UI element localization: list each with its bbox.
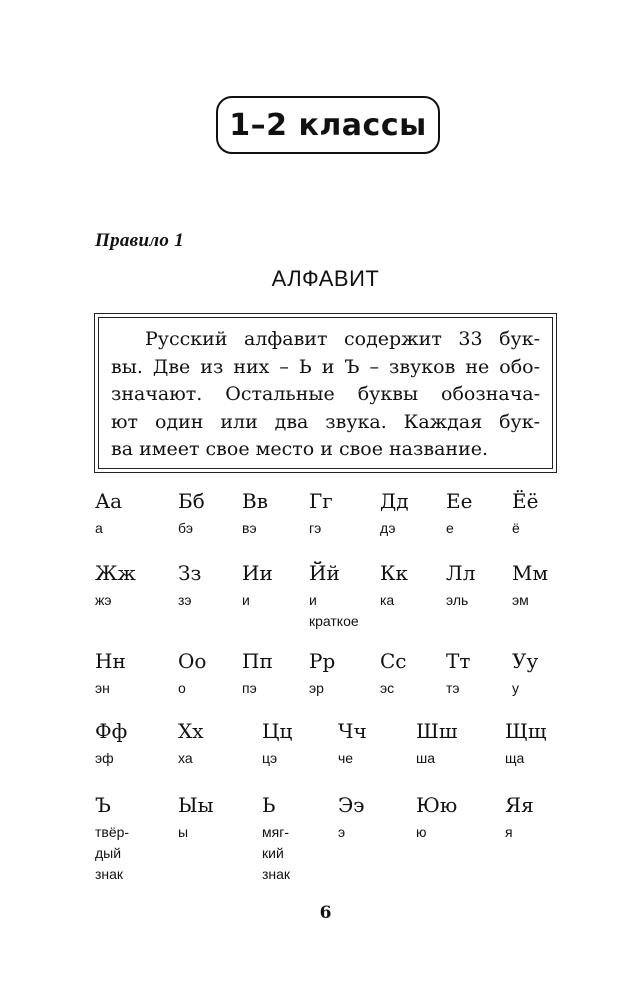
rule-line: ют один или два звука. Каждая бук- xyxy=(111,410,540,433)
alphabet-letter-name: эм xyxy=(512,592,529,608)
alphabet-letter: Аа xyxy=(95,489,123,513)
alphabet-letter: Шш xyxy=(416,719,458,743)
rule-line: значают. Остальные буквы обознача- xyxy=(111,383,540,405)
alphabet-cell xyxy=(178,650,206,699)
alphabet-cell xyxy=(512,562,548,611)
alphabet-letter: Ёё xyxy=(512,489,539,513)
alphabet-letter-name: эс xyxy=(380,680,395,696)
alphabet-letter-name: у xyxy=(512,680,519,696)
alphabet-cell xyxy=(178,794,214,843)
alphabet-letter-name: ё xyxy=(512,520,520,536)
alphabet-letter-name: е xyxy=(446,520,454,536)
alphabet-letter: Вв xyxy=(242,489,268,513)
alphabet-cell xyxy=(262,720,292,769)
alphabet-letter-name: ха xyxy=(178,750,193,766)
alphabet-cell xyxy=(416,794,457,843)
rule-label: Правило 1 xyxy=(95,230,185,251)
alphabet-letter: Пп xyxy=(242,649,273,673)
alphabet-cell xyxy=(380,562,408,611)
alphabet-cell xyxy=(446,490,472,539)
alphabet-cell xyxy=(262,794,290,885)
alphabet-letter-name: ка xyxy=(380,592,395,608)
alphabet-cell xyxy=(380,650,407,699)
alphabet-cell xyxy=(309,562,359,632)
alphabet-letter-name: пэ xyxy=(242,680,257,696)
grade-title: 1–2 классы xyxy=(229,107,427,143)
alphabet-letter-name: вэ xyxy=(242,520,257,536)
rule-line: ва имеет свое место и свое название. xyxy=(111,438,489,460)
alphabet-cell xyxy=(512,650,538,699)
alphabet-letter-name: дэ xyxy=(380,520,396,536)
alphabet-cell xyxy=(416,720,457,769)
alphabet-letter-name: и xyxy=(242,592,250,608)
alphabet-letter: Лл xyxy=(446,561,476,585)
alphabet-letter: Ь xyxy=(262,793,276,817)
grade-title-box xyxy=(216,96,440,154)
alphabet-letter-name: зэ xyxy=(178,592,192,608)
alphabet-letter-name: эф xyxy=(95,750,114,766)
alphabet-letter: Уу xyxy=(512,649,539,673)
alphabet-cell xyxy=(309,650,335,699)
alphabet-letter-name: э xyxy=(338,824,346,840)
alphabet-letter-name: че xyxy=(338,750,354,766)
rule-line: Русский алфавит содержит 33 бук- xyxy=(145,328,540,350)
alphabet-letter: Зз xyxy=(178,561,202,585)
page-number: 6 xyxy=(319,903,332,923)
alphabet-letter-name: о xyxy=(178,680,186,696)
alphabet-letter: Ыы xyxy=(178,793,214,817)
alphabet-letter: Рр xyxy=(309,649,336,673)
alphabet-letter-name: тэ xyxy=(446,680,460,696)
alphabet-cell xyxy=(380,490,409,539)
alphabet-letter-name: эн xyxy=(95,680,110,696)
alphabet-letter-name: ю xyxy=(416,824,427,840)
alphabet-letter-name: эль xyxy=(446,592,469,608)
alphabet-cell xyxy=(309,490,333,539)
alphabet-letter: Йй xyxy=(309,561,340,585)
alphabet-letter-name: ща xyxy=(505,750,525,766)
alphabet-cell xyxy=(178,720,204,769)
rule-line: вы. Две из них – Ь и Ъ – звуков не обо- xyxy=(111,355,540,378)
alphabet-letter-name: и краткое xyxy=(309,592,359,629)
alphabet-letter: Ээ xyxy=(338,793,365,817)
alphabet-letter: Дд xyxy=(380,489,409,513)
rule-box-inner xyxy=(98,317,553,469)
alphabet-letter-name: я xyxy=(505,824,513,840)
alphabet-letter: Кк xyxy=(380,561,408,585)
alphabet-cell xyxy=(446,562,475,611)
alphabet-cell xyxy=(242,562,273,611)
alphabet-letter: Ии xyxy=(242,561,273,585)
alphabet-letter: Бб xyxy=(178,489,205,513)
alphabet-cell xyxy=(512,490,538,539)
alphabet-letter-name: эр xyxy=(309,680,324,696)
alphabet-letter: Цц xyxy=(262,719,293,743)
alphabet-letter-name: ы xyxy=(178,824,189,840)
alphabet-letter: Сс xyxy=(380,649,407,673)
alphabet-cell xyxy=(338,794,365,843)
alphabet-letter-name: гэ xyxy=(309,520,322,536)
alphabet-letter-name: твёр- дый знак xyxy=(95,824,130,882)
alphabet-letter-name: а xyxy=(95,520,103,536)
alphabet-cell xyxy=(178,490,205,539)
alphabet-cell xyxy=(505,794,534,843)
rule-box xyxy=(94,313,557,473)
alphabet-letter: Щщ xyxy=(505,719,547,743)
section-title: АЛФАВИТ xyxy=(271,266,380,291)
alphabet-letter: Жж xyxy=(95,561,136,585)
alphabet-cell xyxy=(505,720,546,769)
alphabet-cell xyxy=(95,720,127,769)
alphabet-cell xyxy=(338,720,367,769)
alphabet-letter: Нн xyxy=(95,649,126,673)
alphabet-cell xyxy=(95,562,136,611)
alphabet-letter-name: мяг- кий знак xyxy=(262,824,291,882)
alphabet-letter: Яя xyxy=(505,793,534,817)
alphabet-letter: Мм xyxy=(512,561,549,585)
alphabet-letter: Хх xyxy=(178,719,204,743)
alphabet-letter: Ъ xyxy=(95,793,111,817)
alphabet-letter-name: цэ xyxy=(262,750,278,766)
alphabet-letter: Тт xyxy=(446,649,471,673)
alphabet-letter: Оо xyxy=(178,649,207,673)
alphabet-letter: Гг xyxy=(309,489,333,513)
alphabet-cell xyxy=(242,490,268,539)
alphabet-cell xyxy=(446,650,470,699)
alphabet-letter: Чч xyxy=(338,719,367,743)
alphabet-cell xyxy=(95,650,126,699)
alphabet-letter-name: жэ xyxy=(95,592,112,608)
alphabet-letter: Ее xyxy=(446,489,473,513)
alphabet-cell xyxy=(242,650,273,699)
alphabet-letter-name: ша xyxy=(416,750,436,766)
alphabet-cell xyxy=(95,490,122,539)
alphabet-cell xyxy=(178,562,201,611)
alphabet-letter: Юю xyxy=(416,793,458,817)
alphabet-letter-name: бэ xyxy=(178,520,194,536)
alphabet-letter: Фф xyxy=(95,719,128,743)
alphabet-cell xyxy=(95,794,129,885)
